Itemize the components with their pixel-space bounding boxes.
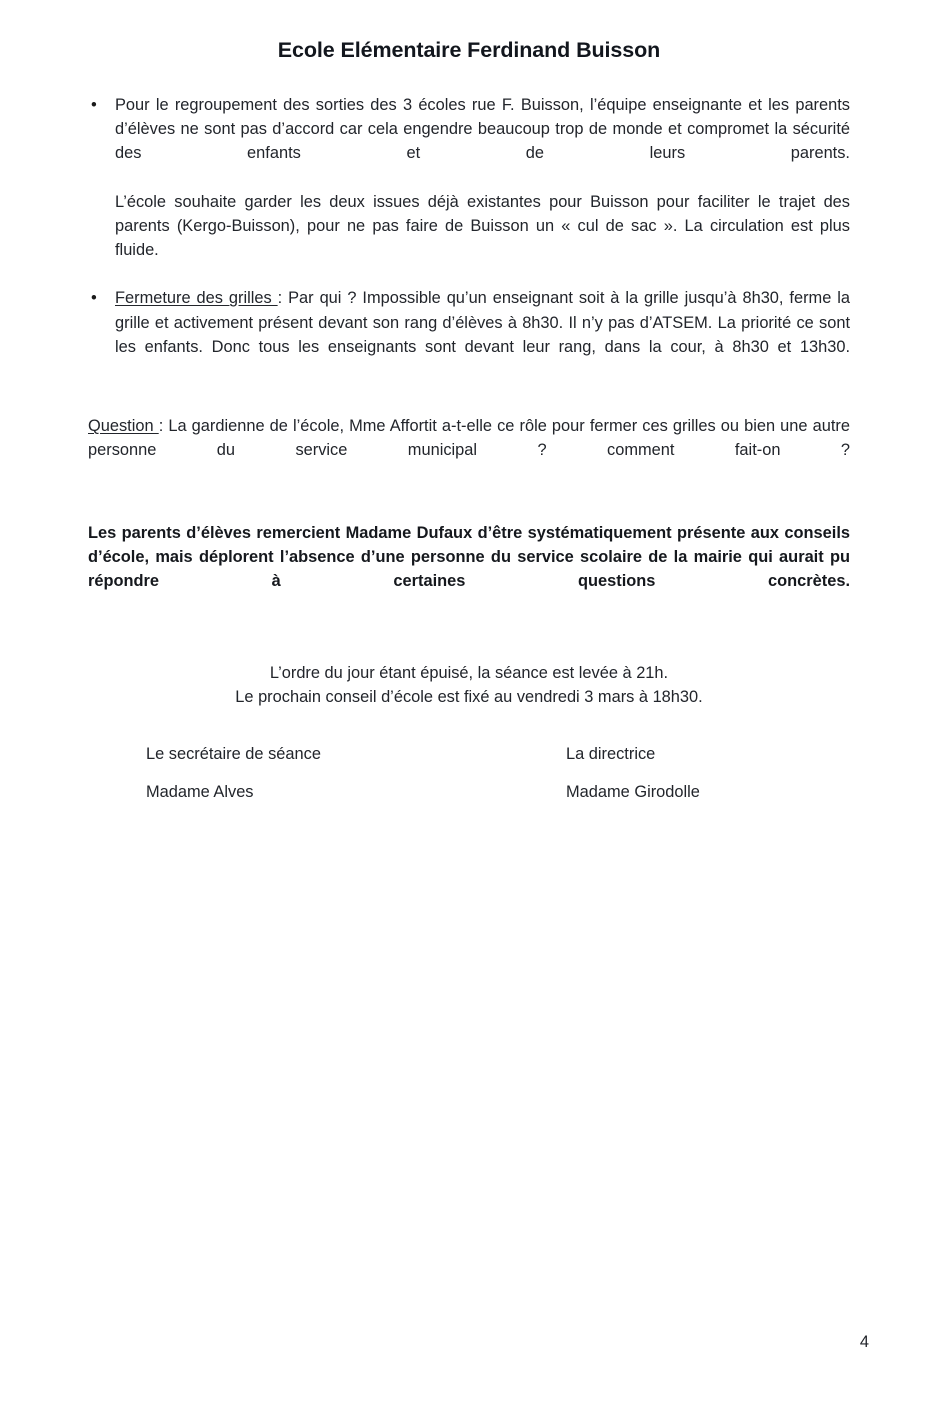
bullet-list [88, 93, 850, 383]
page-content [88, 0, 850, 804]
signature-role-director: La directrice [566, 745, 656, 764]
bullet-point-icon: • [91, 289, 97, 308]
page-title: Ecole Elémentaire Ferdinand Buisson [277, 38, 661, 62]
signature-names-row [146, 780, 806, 804]
closing-line-2: Le prochain conseil d’école est fixé au vendredi 3 mars à 18h30. [235, 687, 703, 706]
signature-role-secretary: Le secrétaire de séance [146, 745, 321, 764]
page-number: 4 [859, 1333, 869, 1351]
question-text: : La gardienne de l’école, Mme Affortit a-t-elle ce rôle pour fermer ces grilles ou bien une autre personne du service municipal ? comment fait-on ? [88, 417, 850, 460]
bullet-2-body: : Par qui ? Impossible qu’un enseignant soit à la grille jusqu’à 8h30, ferme la grille et activement présent devant son rang d’élèves à 8h30. Il n’y pas d’ATSEM. La priorité ce sont les enfants. Donc tous les enseignants sont devant leur rang, dans la cour, à 8h30 et 13h30. [115, 289, 850, 356]
bullet-2-underlined-lead: Fermeture des grilles [115, 289, 278, 308]
bullet-point-icon: • [91, 95, 97, 114]
question-paragraph [88, 414, 850, 487]
closing-block [88, 661, 850, 709]
question-label: Question [88, 417, 159, 436]
signature-roles-row [146, 742, 806, 766]
bullet-1-paragraph-2: L’école souhaite garder les deux issues déjà existantes pour Buisson pour faciliter le trajet des parents (Kergo-Buisson), pour ne pas faire de Buisson un « cul de sac ». La circulation est plus fluide. [115, 192, 850, 260]
bullet-1-paragraph-1: Pour le regroupement des sorties des 3 écoles rue F. Buisson, l’équipe enseignante et les parents d’élèves ne sont pas d’accord car cela engendre beaucoup trop de monde et compromet la sécurité des enfants et de leurs parents. [115, 95, 850, 163]
remark-paragraph: Les parents d’élèves remercient Madame Dufaux d’être systématiquement présente aux conseils d’école, mais déplorent l’absence d’une personne du service scolaire de la mairie qui aurait pu répondre à certaines questions concrètes. [88, 523, 850, 591]
signature-block [146, 742, 806, 804]
signature-name-secretary: Madame Alves [146, 783, 254, 802]
list-item [88, 286, 850, 383]
signature-name-director: Madame Girodolle [566, 783, 700, 802]
bullet-2-paragraph-1 [115, 286, 850, 383]
list-item [88, 93, 850, 287]
closing-line-1: L’ordre du jour étant épuisé, la séance est levée à 21h. [269, 663, 669, 682]
